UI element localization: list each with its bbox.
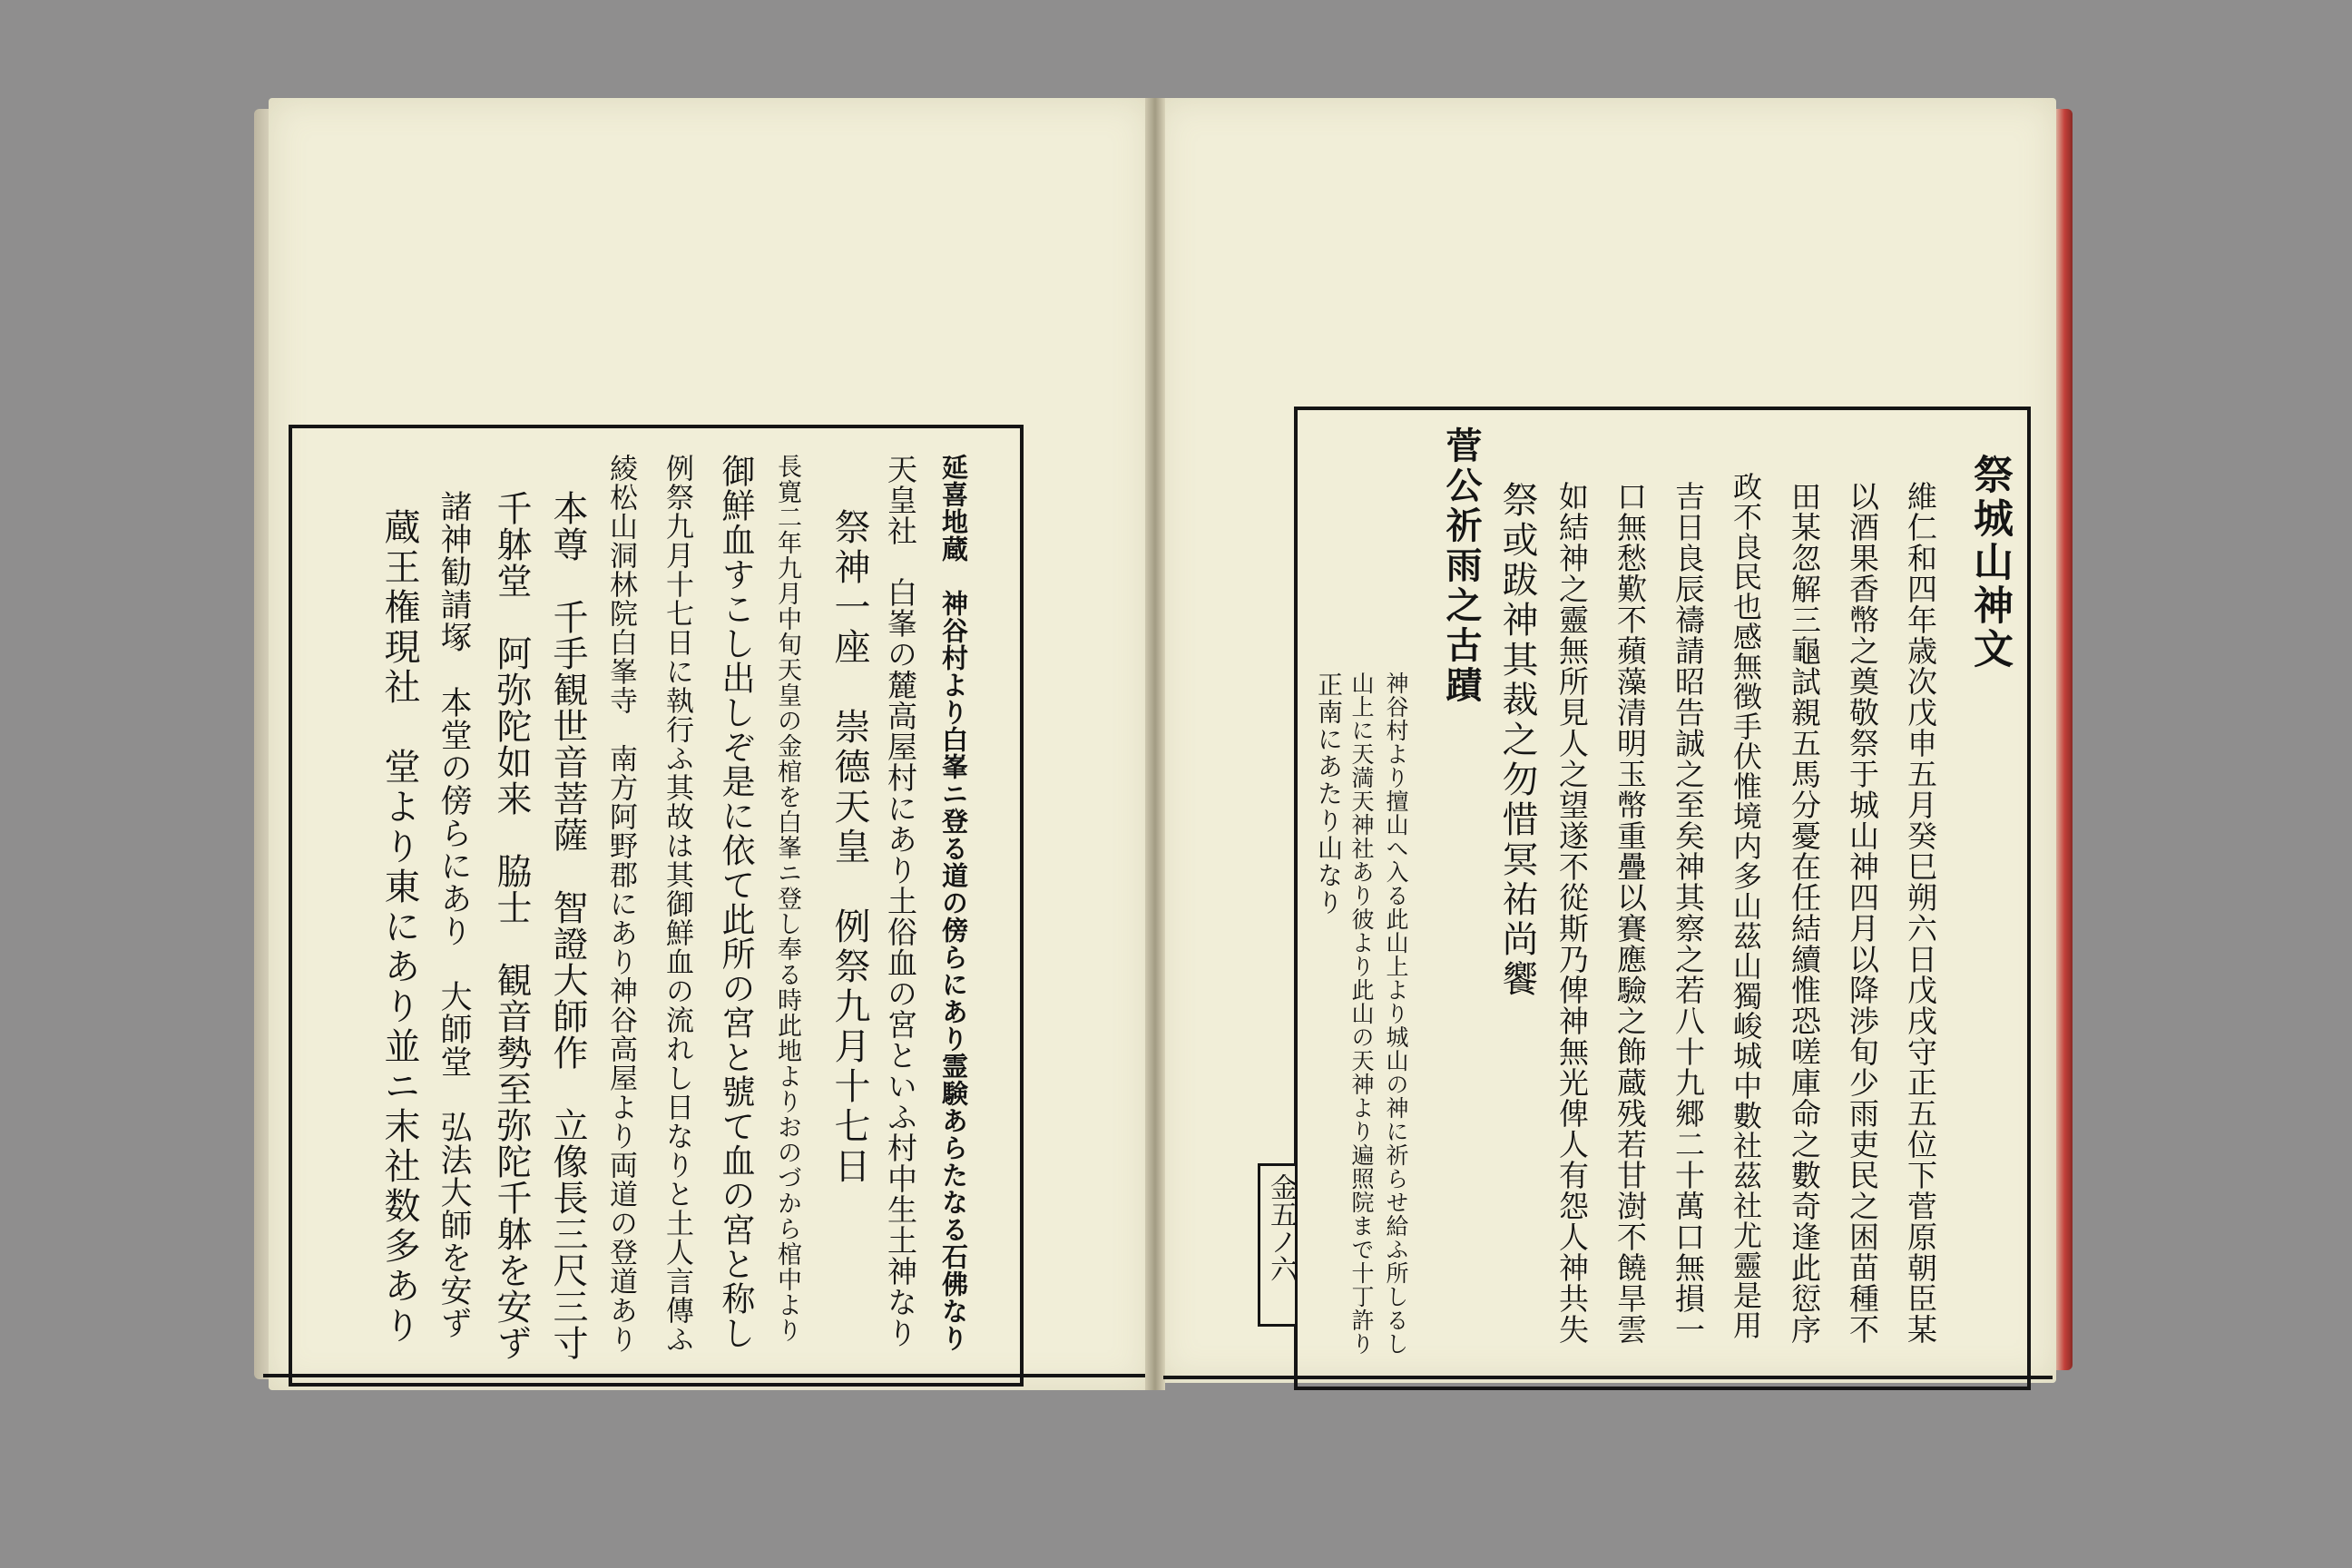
right-column-1: 維仁和四年歳次戊申五月癸巳朔六日戊戌守正五位下菅原朝臣某 bbox=[1903, 481, 1938, 1345]
left-column-1: 延喜地蔵 神谷村より白峯ニ登る道の傍らにあり霊験あらたなる石佛なり bbox=[938, 454, 969, 1352]
left-column-7: 綾松山洞林院白峯寺 南方阿野郡にあり神谷高屋より両道の登道あり bbox=[604, 454, 637, 1354]
left-column-9: 千躰堂 阿弥陀如来 脇士 観音勢至弥陀千躰を安ず bbox=[491, 490, 532, 1361]
left-column-2: 天皇社 白峯の麓高屋村にあり土俗血の宮といふ村中生土神なり bbox=[883, 454, 918, 1348]
right-column-3: 田某忽解三龜試親五馬分憂在任結續惟恐嗟庫命之數奇逢此愆序 bbox=[1787, 481, 1822, 1345]
page-number-text: 金五ノ六 bbox=[1265, 1173, 1297, 1282]
left-column-6: 例祭九月十七日に執行ふ其故は其御鮮血の流れし日なりと土人言傳ふ bbox=[661, 454, 693, 1354]
right-base-rule bbox=[1163, 1376, 2053, 1379]
right-column-6: 口無愁歎不蘋藻清明玉幣重疊以賽應驗之飾蔵残若甘澍不饒旱雲 bbox=[1612, 481, 1648, 1345]
left-column-4: 長寛二年九月中旬天皇の金棺を白峯ニ登し奉る時此地よりおのづから棺中より bbox=[773, 454, 801, 1343]
right-column-8: 祭或跋神其裁之勿惜冥祐尚饗 bbox=[1496, 481, 1538, 1000]
right-column-10: 神谷村より擅山へ入る此山上より城山の神に祈らせ給ふ所しるし bbox=[1383, 671, 1409, 1356]
left-column-5: 御鮮血すこし出しぞ是に依て此所の宮と號て血の宮と称し bbox=[716, 454, 755, 1350]
book-gutter bbox=[1145, 98, 1165, 1390]
left-column-8: 本尊 千手観世音菩薩 智證大師作 立像長三尺三寸 bbox=[547, 490, 588, 1361]
page-number-label bbox=[1258, 1163, 1298, 1327]
left-column-11: 蔵王権現社 堂より東にあり並ニ末社数多あり bbox=[378, 508, 420, 1347]
right-column-2: 以酒果香幣之奠敬祭于城山神四月以降渉旬少雨吏民之困苗種不 bbox=[1845, 481, 1880, 1345]
right-column-7: 如結神之靈無所見人之望遂不從斯乃俾神無光俾人有怨人神共失 bbox=[1554, 481, 1590, 1345]
right-column-9: 菅公祈雨之古蹟 bbox=[1440, 426, 1483, 706]
right-column-5: 吉日良辰禱請昭告誠之至矣神其察之若八十九郷二十萬口無損一 bbox=[1671, 481, 1706, 1345]
left-base-rule bbox=[263, 1374, 1145, 1377]
right-column-12: 正南にあたり山なり bbox=[1314, 671, 1344, 916]
left-column-3: 祭神一座 崇德天皇 例祭九月十七日 bbox=[828, 508, 870, 1187]
left-column-10: 諸神勧請塚 本堂の傍らにあり 大師堂 弘法大師を安ず bbox=[436, 490, 472, 1339]
right-column-title: 祭城山神文 bbox=[1966, 454, 2013, 671]
right-column-4: 政不良民也感無徴手伏惟境内多山茲山獨峻城中數社茲社尤靈是用 bbox=[1729, 472, 1763, 1340]
right-column-11: 山上に天満天神社あり彼より此山の天神より遍照院まで十丁許り bbox=[1348, 671, 1375, 1356]
